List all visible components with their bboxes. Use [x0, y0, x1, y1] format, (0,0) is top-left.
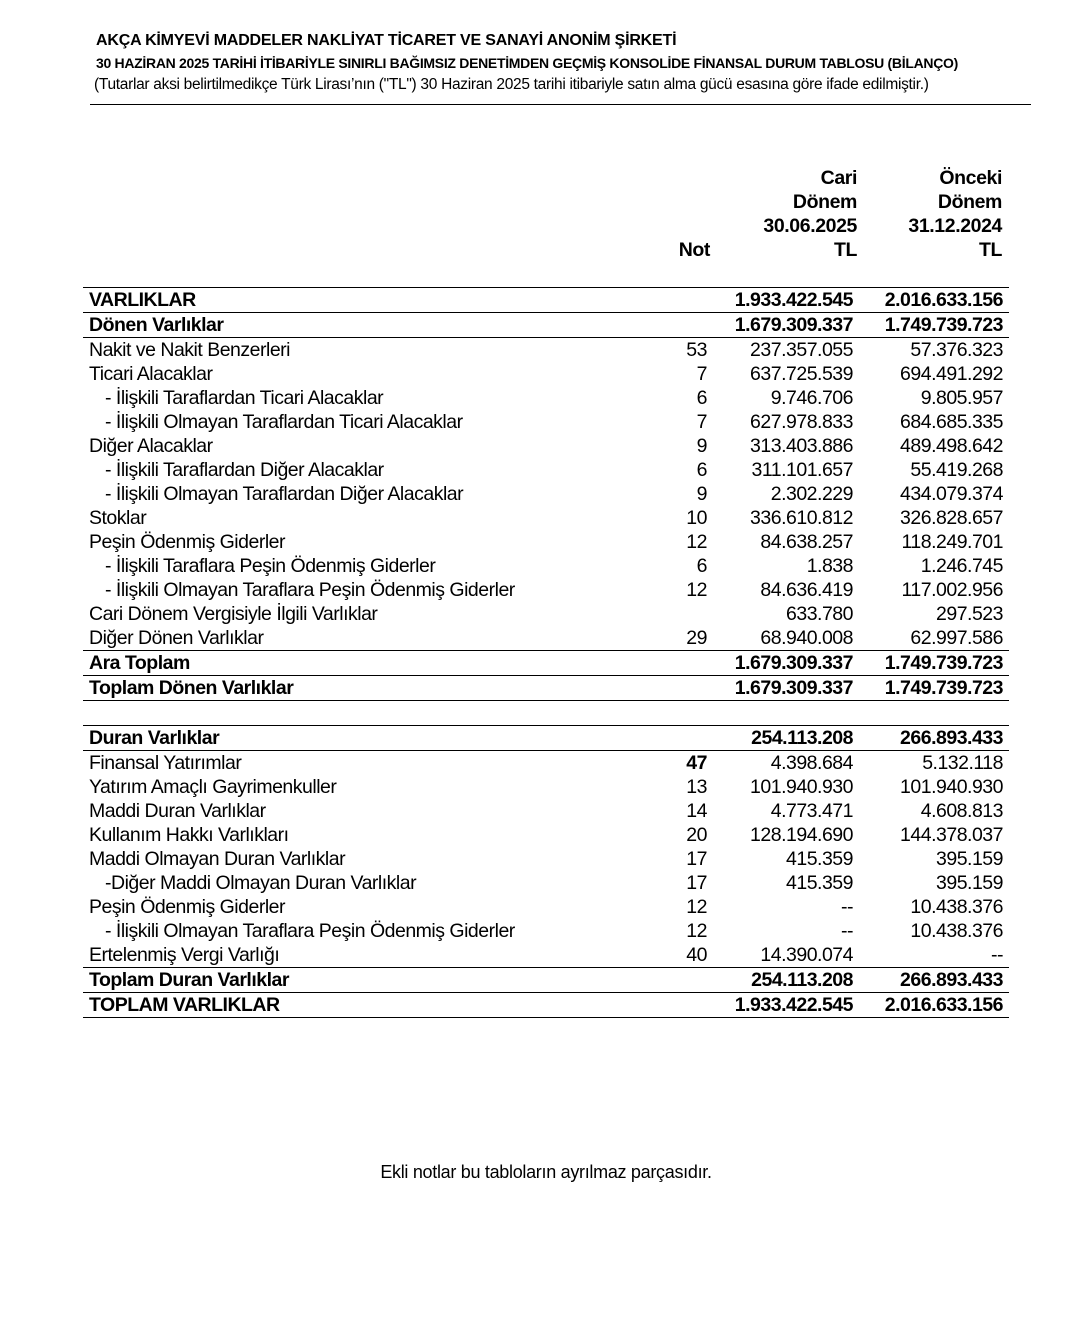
table-row	[83, 434, 1009, 458]
column-header-line: Dönem	[792, 191, 857, 213]
row-note: 6	[696, 387, 707, 409]
row-label: - İlişkili Olmayan Taraflara Peşin Ödenmiş Giderler	[105, 920, 515, 942]
row-note	[648, 313, 713, 338]
row-current-value: 1.933.422.545	[713, 288, 859, 313]
row-previous-value: 9.805.957	[920, 387, 1003, 409]
row-label: Yatırım Amaçlı Gayrimenkuller	[89, 776, 337, 798]
row-note: 17	[686, 848, 707, 870]
table-row	[83, 554, 1009, 578]
row-note: 12	[686, 579, 707, 601]
row-previous-value: 117.002.956	[901, 579, 1003, 601]
row-label: Peşin Ödenmiş Giderler	[89, 896, 285, 918]
table-row	[83, 338, 1009, 363]
row-previous-value: 118.249.701	[901, 531, 1003, 553]
row-current-value: 237.357.055	[750, 339, 853, 361]
row-label: Kullanım Hakkı Varlıkları	[89, 824, 289, 846]
table-row	[83, 751, 1009, 776]
currency-note: (Tutarlar aksi belirtilmedikçe Türk Lirası’nın ("TL") 30 Haziran 2025 tarihi itibariyle satın alma gücü esasına göre ifade edilmiştir.)	[94, 76, 929, 93]
column-header-line: TL	[978, 239, 1002, 261]
row-label: Cari Dönem Vergisiyle İlgili Varlıklar	[89, 603, 378, 625]
row-note: 53	[686, 339, 707, 361]
row-current-value: 14.390.074	[713, 943, 859, 968]
table-row	[83, 943, 1009, 968]
row-label: Diğer Alacaklar	[89, 435, 213, 457]
row-label: - İlişkili Olmayan Taraflara Peşin Ödenmiş Giderler	[105, 579, 515, 601]
table-row	[83, 626, 1009, 651]
row-previous-value: 4.608.813	[920, 800, 1003, 822]
row-current-value: 2.302.229	[770, 483, 853, 505]
row-current-value: --	[841, 896, 853, 918]
column-header-line: Cari	[820, 167, 857, 189]
table-row	[83, 602, 1009, 626]
row-note	[648, 726, 713, 751]
row-previous-value: 326.828.657	[900, 507, 1003, 529]
table-row	[83, 919, 1009, 943]
row-current-value: 627.978.833	[750, 411, 853, 433]
table-row	[83, 458, 1009, 482]
row-current-value: 415.359	[786, 848, 853, 870]
row-label: - İlişkili Taraflardan Ticari Alacaklar	[105, 387, 384, 409]
row-note: 7	[696, 411, 707, 433]
company-name: AKÇA KİMYEVİ MADDELER NAKLİYAT TİCARET VE SANAYİ ANONİM ŞİRKETİ	[96, 32, 677, 49]
row-label: Maddi Duran Varlıklar	[89, 800, 266, 822]
row-previous-value: 10.438.376	[910, 896, 1003, 918]
row-previous-value: 266.893.433	[859, 726, 1009, 751]
row-previous-value: --	[859, 943, 1009, 968]
row-note: 7	[696, 363, 707, 385]
row-previous-value: 395.159	[936, 872, 1003, 894]
row-previous-value: 62.997.586	[910, 627, 1003, 649]
row-note: 14	[686, 800, 707, 822]
row-current-value: 637.725.539	[750, 363, 853, 385]
row-label: Ticari Alacaklar	[89, 363, 213, 385]
row-label: - İlişkili Olmayan Taraflardan Ticari Alacaklar	[105, 411, 463, 433]
row-note: 13	[686, 776, 707, 798]
row-current-value: 633.780	[786, 603, 853, 625]
table-row	[83, 726, 1009, 751]
row-current-value: 84.638.257	[760, 531, 853, 553]
table-row	[83, 410, 1009, 434]
row-label: - İlişkili Taraflara Peşin Ödenmiş Giderler	[105, 555, 436, 577]
row-current-value: 254.113.208	[713, 726, 859, 751]
row-previous-value: 489.498.642	[900, 435, 1003, 457]
table-row	[83, 506, 1009, 530]
table-row-subtotal	[83, 651, 1009, 676]
row-previous-value: 2.016.633.156	[859, 993, 1009, 1018]
row-note: 10	[686, 507, 707, 529]
row-label: Diğer Dönen Varlıklar	[89, 627, 264, 649]
row-previous-value: 1.246.745	[920, 555, 1003, 577]
row-current-value: 4.398.684	[770, 752, 853, 774]
row-previous-value: 694.491.292	[900, 363, 1003, 385]
row-current-value: 415.359	[786, 872, 853, 894]
balance-sheet-table	[83, 287, 1009, 1018]
row-note: 6	[696, 459, 707, 481]
row-note: 29	[686, 627, 707, 649]
row-previous-value: 266.893.433	[859, 968, 1009, 993]
row-previous-value: 434.079.374	[900, 483, 1003, 505]
row-label: Finansal Yatırımlar	[89, 752, 242, 774]
row-label: TOPLAM VARLIKLAR	[83, 993, 648, 1018]
row-previous-value: 2.016.633.156	[859, 288, 1009, 313]
report-header	[96, 30, 1031, 96]
row-current-value: 84.636.419	[760, 579, 853, 601]
table-row	[83, 871, 1009, 895]
row-previous-value: 55.419.268	[910, 459, 1003, 481]
row-current-value: 311.101.657	[751, 459, 853, 481]
row-current-value: 1.679.309.337	[713, 651, 859, 676]
row-note: 12	[686, 920, 707, 942]
table-row	[83, 847, 1009, 871]
header-divider	[90, 104, 1031, 105]
column-header-not: Not	[678, 239, 710, 261]
row-previous-value: 1.749.739.723	[859, 651, 1009, 676]
row-label: Toplam Duran Varlıklar	[83, 968, 648, 993]
table-row-total	[83, 968, 1009, 993]
row-note	[648, 602, 713, 626]
row-current-value: 336.610.812	[750, 507, 853, 529]
row-note: 40	[648, 943, 713, 968]
row-current-value: 4.773.471	[770, 800, 853, 822]
row-label: Duran Varlıklar	[83, 726, 648, 751]
table-row	[83, 775, 1009, 799]
row-note: 12	[686, 896, 707, 918]
row-note	[648, 676, 713, 701]
footer-note: Ekli notlar bu tabloların ayrılmaz parçasıdır.	[380, 1162, 712, 1182]
table-row	[83, 578, 1009, 602]
row-label: Ertelenmiş Vergi Varlığı	[83, 943, 648, 968]
table-row	[83, 823, 1009, 847]
row-previous-value: 297.523	[936, 603, 1003, 625]
row-label: - İlişkili Taraflardan Diğer Alacaklar	[105, 459, 384, 481]
row-previous-value: 1.749.739.723	[859, 676, 1009, 701]
row-current-value: --	[841, 920, 853, 942]
row-label: Ara Toplam	[83, 651, 648, 676]
row-previous-value: 395.159	[936, 848, 1003, 870]
table-row	[83, 482, 1009, 506]
row-previous-value: 57.376.323	[910, 339, 1003, 361]
row-note	[648, 651, 713, 676]
table-row	[83, 530, 1009, 554]
row-current-value: 128.194.690	[750, 824, 853, 846]
table-row	[83, 313, 1009, 338]
table-row	[83, 799, 1009, 823]
row-current-value: 1.679.309.337	[713, 676, 859, 701]
row-label: Toplam Dönen Varlıklar	[83, 676, 648, 701]
report-subtitle: 30 HAZİRAN 2025 TARİHİ İTİBARİYLE SINIRLI BAĞIMSIZ DENETİMDEN GEÇMİŞ KONSOLİDE FİNANSAL DURUM TABLOSU (BİLANÇO)	[96, 55, 958, 71]
column-header-previous-period	[850, 166, 1002, 262]
row-note	[648, 993, 713, 1018]
row-note: 47	[686, 752, 707, 774]
column-header-line: Önceki	[939, 167, 1002, 189]
row-current-value: 68.940.008	[760, 627, 853, 649]
table-row-grand-total	[83, 993, 1009, 1018]
row-label: Peşin Ödenmiş Giderler	[89, 531, 285, 553]
table-row	[83, 362, 1009, 386]
row-label: Dönen Varlıklar	[83, 313, 648, 338]
row-note: 6	[696, 555, 707, 577]
row-current-value: 9.746.706	[770, 387, 853, 409]
row-current-value: 254.113.208	[713, 968, 859, 993]
table-row	[83, 386, 1009, 410]
row-previous-value: 144.378.037	[900, 824, 1003, 846]
table-row-total	[83, 676, 1009, 701]
column-header-line: Dönem	[937, 191, 1002, 213]
column-header-line: 30.06.2025	[763, 215, 857, 237]
row-previous-value: 101.940.930	[900, 776, 1003, 798]
row-label: Maddi Olmayan Duran Varlıklar	[89, 848, 346, 870]
row-label: Stoklar	[89, 507, 147, 529]
row-note: 9	[696, 435, 707, 457]
row-label: -Diğer Maddi Olmayan Duran Varlıklar	[105, 872, 417, 894]
row-current-value: 313.403.886	[750, 435, 853, 457]
row-previous-value: 5.132.118	[922, 752, 1003, 774]
table-row	[83, 895, 1009, 919]
row-current-value: 1.679.309.337	[713, 313, 859, 338]
column-header-current-period	[700, 166, 857, 262]
table-row	[83, 288, 1009, 313]
row-note: 12	[686, 531, 707, 553]
column-header-line: 31.12.2024	[908, 215, 1002, 237]
row-label: - İlişkili Olmayan Taraflardan Diğer Alacaklar	[105, 483, 464, 505]
row-label: VARLIKLAR	[83, 288, 648, 313]
row-note	[648, 288, 713, 313]
row-current-value: 101.940.930	[750, 776, 853, 798]
row-note: 9	[696, 483, 707, 505]
row-note: 20	[686, 824, 707, 846]
row-label: Nakit ve Nakit Benzerleri	[89, 339, 290, 361]
row-current-value: 1.838	[806, 555, 853, 577]
row-current-value: 1.933.422.545	[713, 993, 859, 1018]
row-note: 17	[686, 872, 707, 894]
row-note	[648, 968, 713, 993]
row-previous-value: 684.685.335	[900, 411, 1003, 433]
row-previous-value: 1.749.739.723	[859, 313, 1009, 338]
row-previous-value: 10.438.376	[910, 920, 1003, 942]
column-header-line: TL	[833, 239, 857, 261]
table-spacer	[83, 701, 1009, 726]
